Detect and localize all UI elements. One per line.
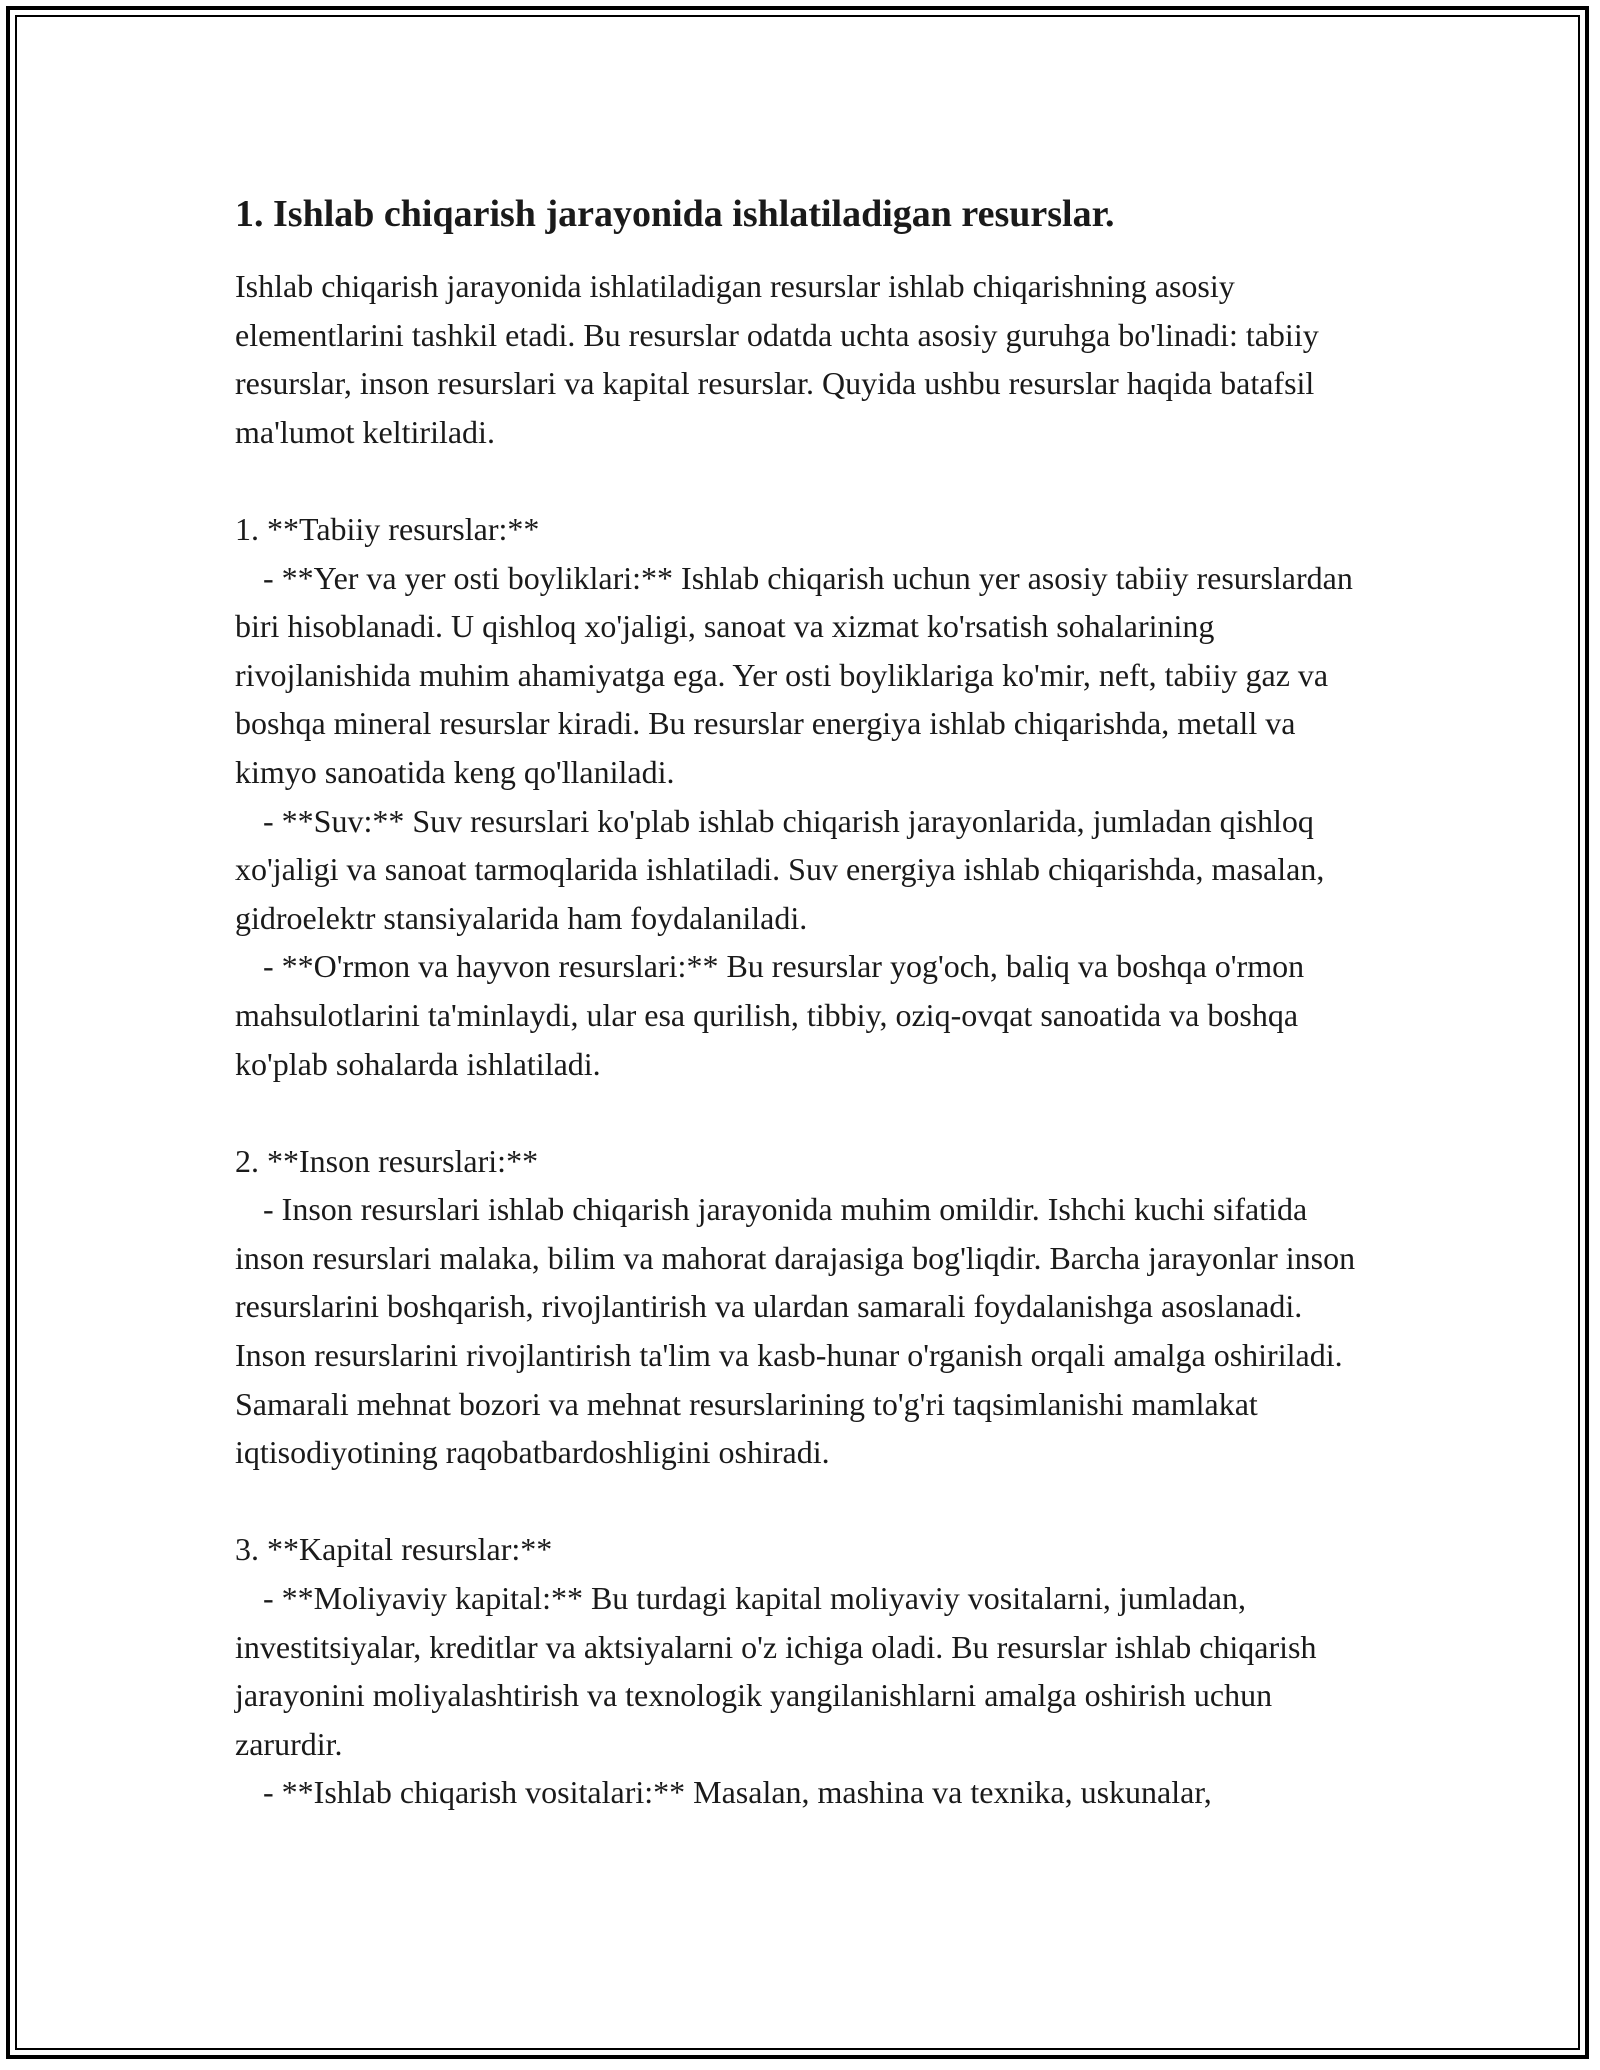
list-item: - **O'rmon va hayvon resurslari:** Bu resurslar yog'och, baliq va boshqa o'rmon mahsulotlarini ta'minlaydi, ular esa qurilish, tibbiy, oziq-ovqat sanoatida va boshqa ko'plab sohalarda ishlatiladi. — [235, 948, 1305, 1082]
list-item: - **Ishlab chiqarish vositalari:** Masalan, mashina va texnika, uskunalar, — [263, 1774, 1212, 1811]
section-heading: 3. **Kapital resurslar:** — [235, 1531, 553, 1568]
list-item: - **Yer va yer osti boyliklari:** Ishlab chiqarish uchun yer asosiy tabiiy resurslardan biri hisoblanadi. U qishloq xo'jaligi, sanoat va xizmat ko'rsatish sohalarining rivojlanishida muhim ahamiyatga ega. Yer osti boyliklariga ko'mir, neft, tabiiy gaz va boshqa mineral resurslar kiradi. Bu resurslar energiya ishlab chiqarishda, metall va kimyo sanoatida keng qo'llaniladi. — [235, 559, 1353, 790]
document-body — [235, 190, 1365, 1817]
section-heading: 2. **Inson resurslari:** — [235, 1142, 539, 1179]
list-item: - Inson resurslari ishlab chiqarish jarayonida muhim omildir. Ishchi kuchi sifatida inson resurslari malaka, bilim va mahorat darajasiga bog'liqdir. Barcha jarayonlar inson resurslarini boshqarish, rivojlantirish va ulardan samarali foydalanishga asoslanadi. Inson resurslarini rivojlantirish ta'lim va kasb-hunar o'rganish orqali amalga oshiriladi. Samarali mehnat bozori va mehnat resurslarining to'g'ri taqsimlanishi mamlakat iqtisodiyotining raqobatbardoshligini oshiradi. — [235, 1191, 1356, 1471]
intro-paragraph: Ishlab chiqarish jarayonida ishlatiladigan resurslar ishlab chiqarishning asosiy elementlarini tashkil etadi. Bu resurslar odatda uchta asosiy guruhga bo'linadi: tabiiy resurslar, inson resurslari va kapital resurslar. Quyida ushbu resurslar haqida batafsil ma'lumot keltiriladi. — [235, 268, 1319, 450]
list-item: - **Suv:** Suv resurslari ko'plab ishlab chiqarish jarayonlarida, jumladan qishloq xo'jaligi va sanoat tarmoqlarida ishlatiladi. Suv energiya ishlab chiqarishda, masalan, gidroelektr stansiyalarida ham foydalaniladi. — [235, 802, 1325, 936]
section-heading: 1. **Tabiiy resurslar:** — [235, 510, 540, 547]
document-title: 1. Ishlab chiqarish jarayonida ishlatiladigan resurslar. — [235, 193, 1115, 235]
section-natural-resources — [235, 505, 1365, 1088]
list-item: - **Moliyaviy kapital:** Bu turdagi kapital moliyaviy vositalarni, jumladan, investitsiyalar, kreditlar va aktsiyalarni o'z ichiga oladi. Bu resurslar ishlab chiqarish jarayonini moliyalashtirish va texnologik yangilanishlarni amalga oshirish uchun zarurdir. — [235, 1580, 1317, 1762]
section-capital-resources — [235, 1525, 1365, 1817]
section-human-resources — [235, 1137, 1365, 1477]
